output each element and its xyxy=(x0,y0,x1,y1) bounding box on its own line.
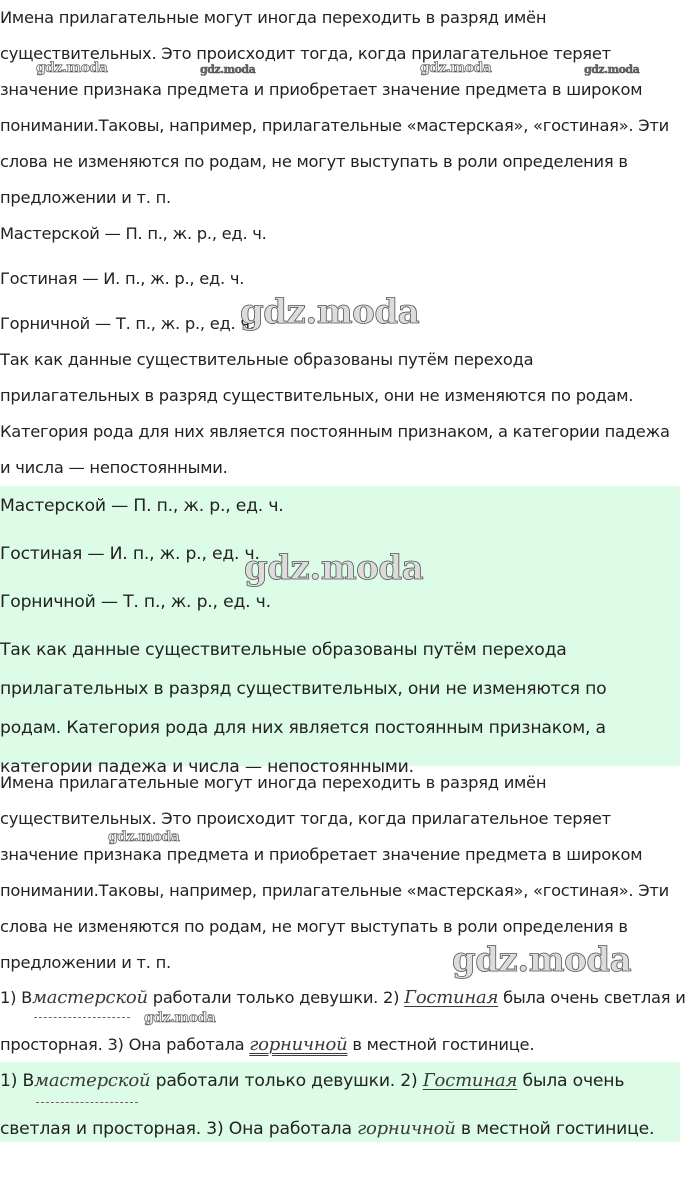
paragraph-line: значение признака предмета и приобретает значение предмета в широком xyxy=(0,845,643,864)
paragraph-line: слова не изменяются по родам, не могут выступать в роли определения в xyxy=(0,152,628,171)
dash-dot-underline xyxy=(36,1102,138,1103)
paragraph-line: категории падежа и числа — непостоянными. xyxy=(0,757,414,777)
watermark: gdz.moda xyxy=(240,292,420,332)
paragraph-line: предложении и т. п. xyxy=(0,953,171,972)
parse-line: Горничной — Т. п., ж. р., ед. ч. xyxy=(0,314,255,333)
parse-line: Мастерской — П. п., ж. р., ед. ч. xyxy=(0,224,267,243)
paragraph-line: существительных. Это происходит тогда, когда прилагательное теряет xyxy=(0,44,611,63)
watermark: gdz.moda xyxy=(452,940,632,980)
parse-line: Горничной — Т. п., ж. р., ед. ч. xyxy=(0,592,271,612)
word-gostinaya: Гостиная xyxy=(422,1070,518,1091)
paragraph-line: Так как данные существительные образованы путём перехода xyxy=(0,350,534,369)
paragraph-line: понимании.Таковы, например, прилагательные «мастерская», «гостиная». Эти xyxy=(0,881,669,900)
answer-panel-2 xyxy=(0,1062,680,1142)
watermark: gdz.moda xyxy=(144,1010,216,1026)
parse-line: Гостиная — И. п., ж. р., ед. ч. xyxy=(0,269,245,288)
paragraph-line: и числа — непостоянными. xyxy=(0,458,228,477)
watermark: gdz.moda xyxy=(420,60,492,76)
parse-line: Гостиная — И. п., ж. р., ед. ч. xyxy=(0,544,260,564)
paragraph-line: родам. Категория рода для них является постоянным признаком, а xyxy=(0,718,606,738)
paragraph-line: Имена прилагательные могут иногда переходить в разряд имён xyxy=(0,8,547,27)
paragraph-line: существительных. Это происходит тогда, когда прилагательное теряет xyxy=(0,809,611,828)
paragraph-line: прилагательных в разряд существительных, они не изменяются по родам. xyxy=(0,386,634,405)
watermark: gdz.moda xyxy=(200,63,256,76)
example-sentence-line: 1) Вмастерской работали только девушки. 2) Гостиная была очень светлая и xyxy=(0,987,686,1008)
word-gornichnoy: горничной xyxy=(249,1034,348,1055)
example-sentence-line: 1) Вмастерской работали только девушки. 2) Гостиная была очень xyxy=(0,1070,625,1091)
word-gornichnoy: горничной xyxy=(357,1118,456,1139)
dash-dot-underline xyxy=(34,1017,130,1018)
paragraph-line: понимании.Таковы, например, прилагательные «мастерская», «гостиная». Эти xyxy=(0,116,669,135)
watermark: gdz.moda xyxy=(584,63,640,76)
paragraph-line: Так как данные существительные образованы путём перехода xyxy=(0,640,567,660)
word-masterskoy: мастерской xyxy=(34,1070,151,1091)
example-sentence-line: просторная. 3) Она работала горничной в местной гостинице. xyxy=(0,1034,535,1055)
paragraph-line: слова не изменяются по родам, не могут выступать в роли определения в xyxy=(0,917,628,936)
paragraph-line: Категория рода для них является постоянным признаком, а категории падежа xyxy=(0,422,670,441)
watermark: gdz.moda xyxy=(108,829,180,845)
parse-line: Мастерской — П. п., ж. р., ед. ч. xyxy=(0,496,284,516)
word-gostinaya: Гостиная xyxy=(404,987,499,1008)
watermark: gdz.moda xyxy=(36,60,108,76)
paragraph-line: предложении и т. п. xyxy=(0,188,171,207)
example-sentence-line: светлая и просторная. 3) Она работала горничной в местной гостинице. xyxy=(0,1118,655,1139)
watermark: gdz.moda xyxy=(244,548,424,588)
paragraph-line: значение признака предмета и приобретает значение предмета в широком xyxy=(0,80,643,99)
paragraph-line: прилагательных в разряд существительных, они не изменяются по xyxy=(0,679,607,699)
word-masterskoy: мастерской xyxy=(32,987,148,1008)
paragraph-line: Имена прилагательные могут иногда переходить в разряд имён xyxy=(0,773,547,792)
answer-panel-1 xyxy=(0,486,680,777)
